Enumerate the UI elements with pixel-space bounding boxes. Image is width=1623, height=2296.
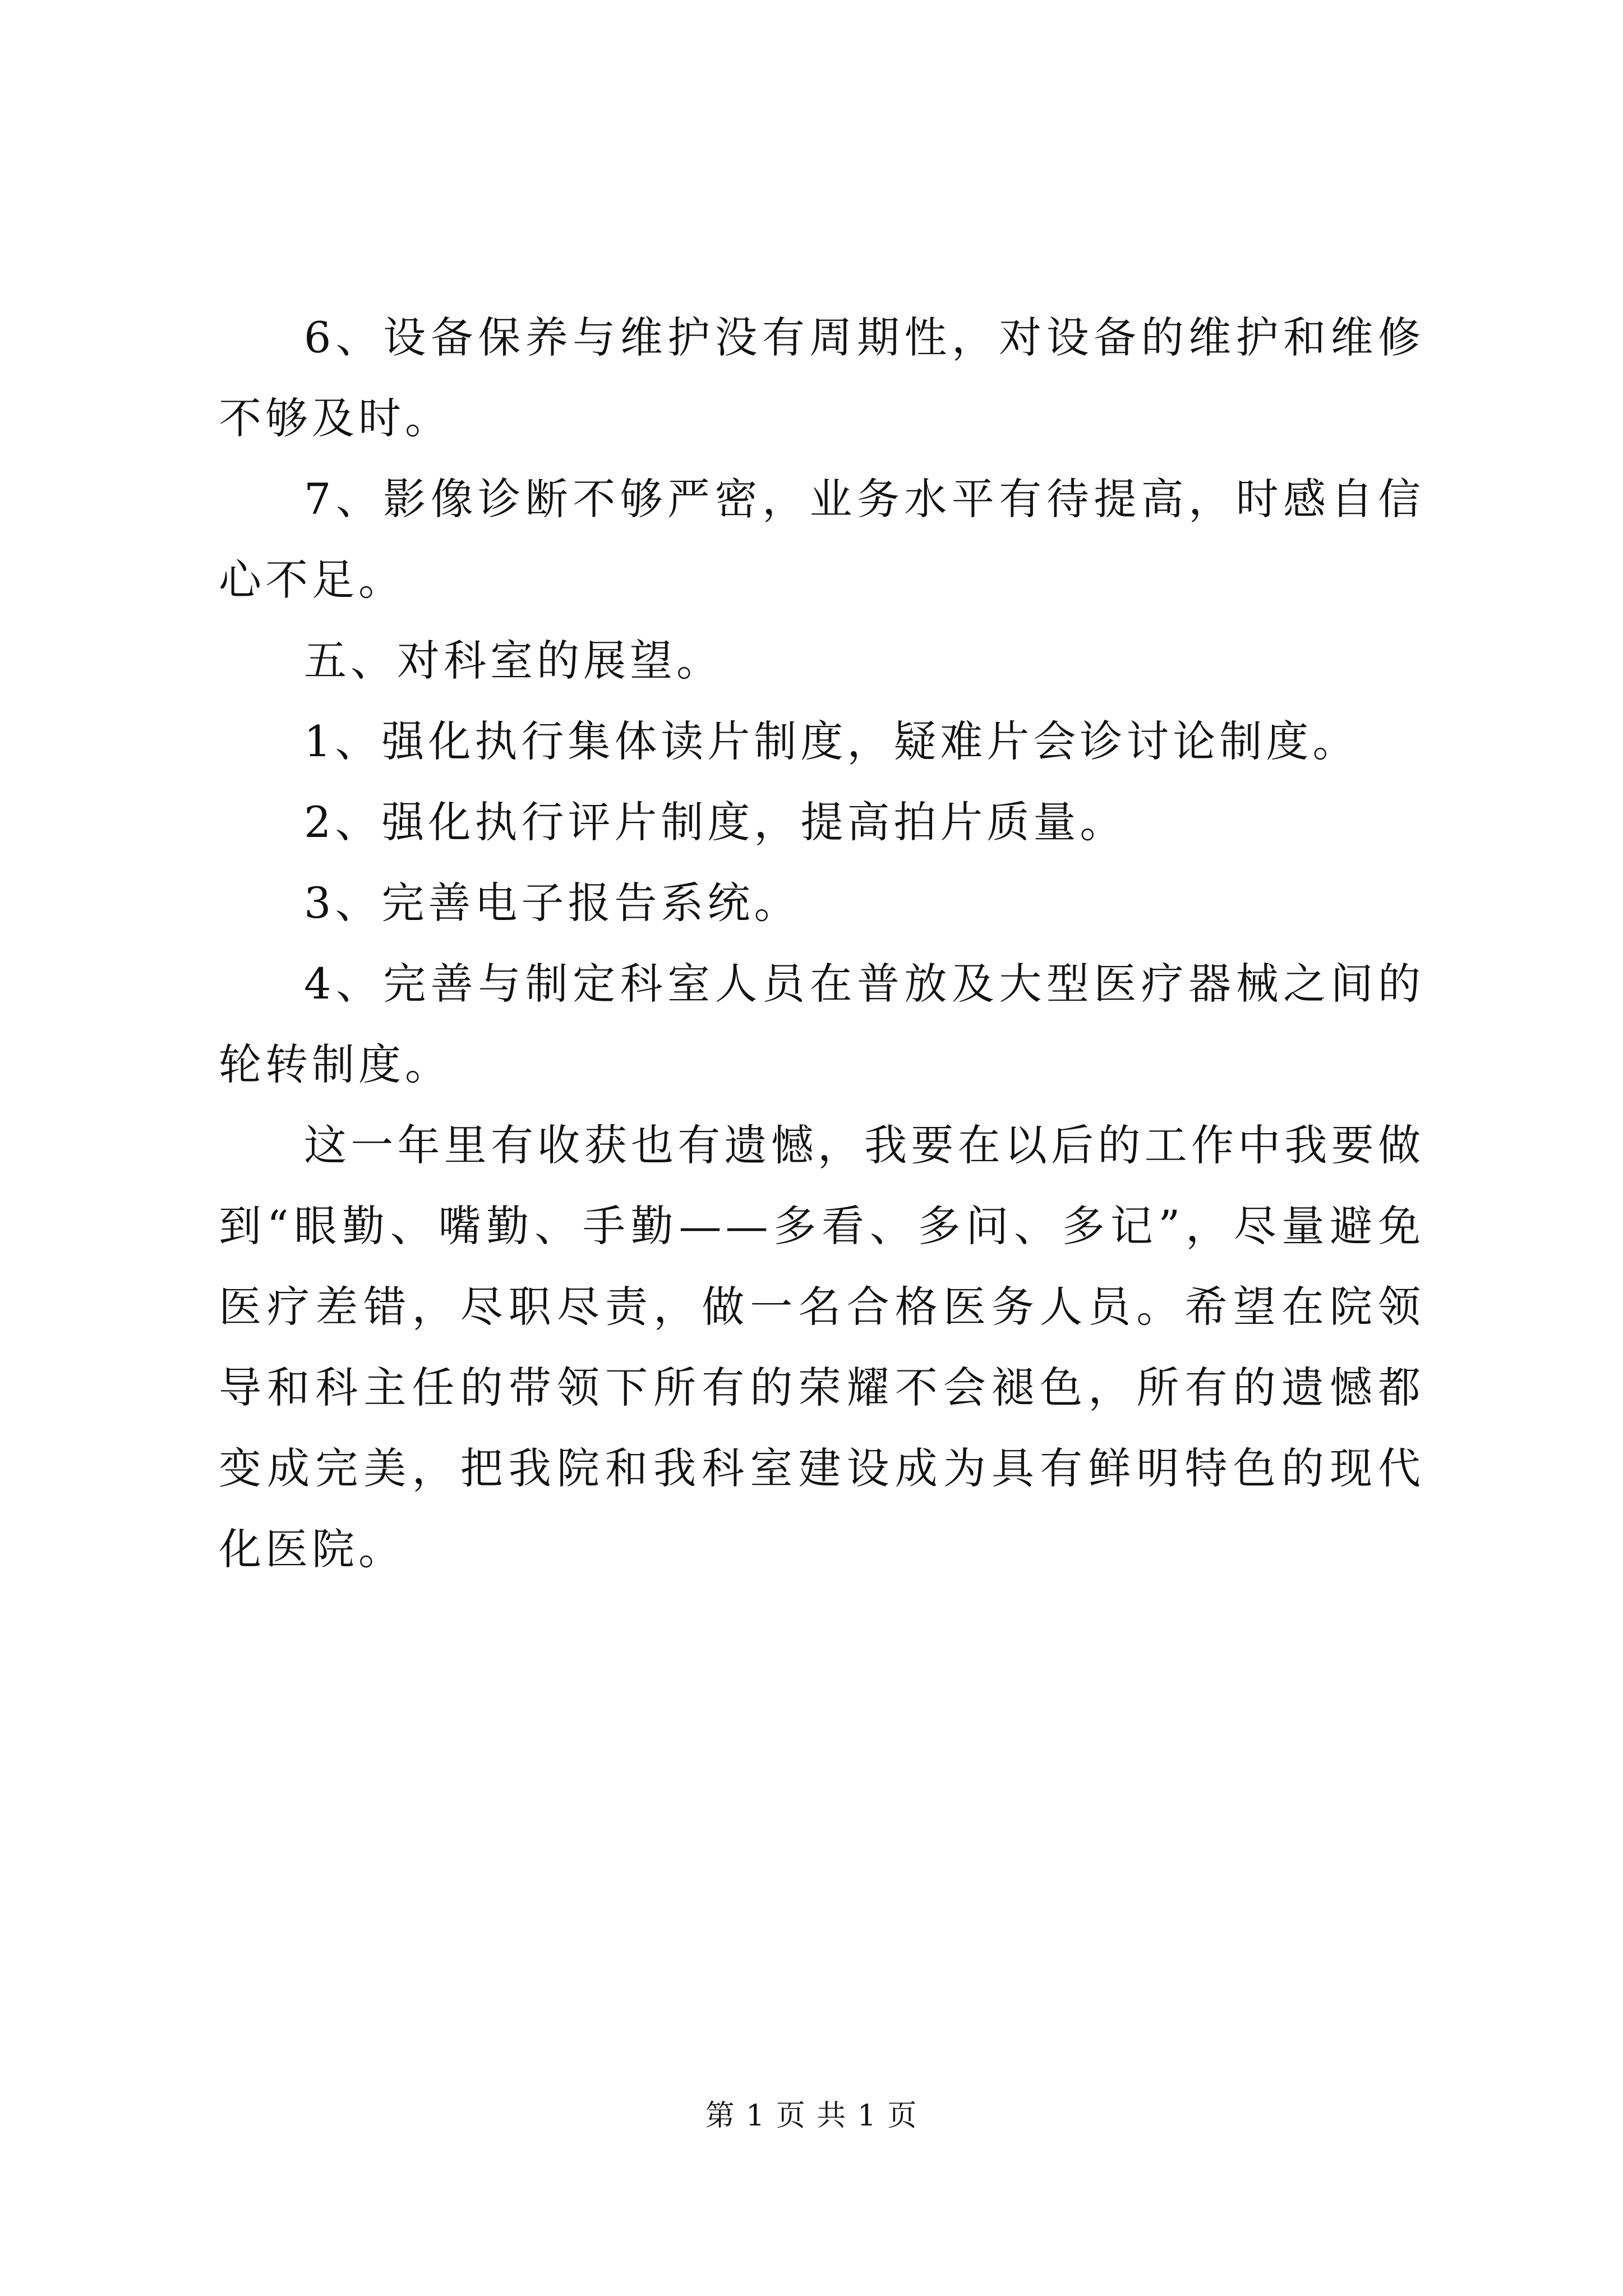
paragraph-outlook-3: 3、完善电子报告系统。 bbox=[304, 878, 801, 928]
paragraph-outlook-4: 4、完善与制定科室人员在普放及大型医疗器械之间的轮转制度。 bbox=[219, 959, 1424, 1089]
paragraph-item-7: 7、影像诊断不够严密，业务水平有待提高，时感自信心不足。 bbox=[219, 474, 1424, 605]
paragraph-outlook-1: 1、强化执行集体读片制度，疑难片会诊讨论制度。 bbox=[304, 716, 1359, 766]
page-footer: 第 1 页 共 1 页 bbox=[705, 2099, 918, 2133]
paragraph-outlook-2: 2、强化执行评片制度，提高拍片质量。 bbox=[304, 797, 1127, 847]
document-body bbox=[219, 297, 1424, 1590]
section-heading-outlook: 五、对科室的展望。 bbox=[304, 636, 723, 685]
closing-paragraph: 这一年里有收获也有遗憾，我要在以后的工作中我要做到“眼勤、嘴勤、手勤——多看、多问、多记”，尽量避免医疗差错，尽职尽责，做一名合格医务人员。希望在院领导和科主任的带领下所有的荣耀不会褪色，所有的遗憾都变成完美，把我院和我科室建设成为具有鲜明特色的现代化医院。 bbox=[219, 1120, 1424, 1574]
paragraph-item-6: 6、设备保养与维护没有周期性，对设备的维护和维修不够及时。 bbox=[219, 312, 1424, 443]
